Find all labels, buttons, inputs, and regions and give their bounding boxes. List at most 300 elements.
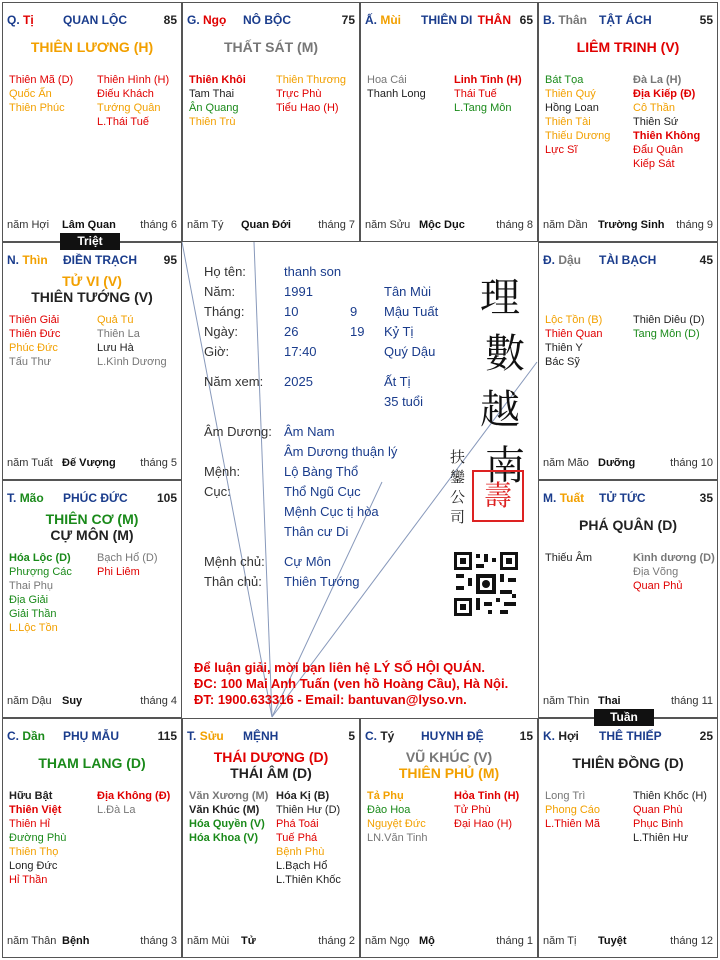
minor-star: L.Lộc Tồn — [9, 622, 58, 634]
palace-header — [7, 491, 177, 507]
info-label: Ngày: — [204, 324, 238, 339]
palace-branch: Thìn — [22, 253, 48, 267]
minor-stars-right — [633, 73, 700, 171]
minor-star: Thiên Việt — [9, 804, 62, 816]
info-value: thanh son — [284, 264, 342, 279]
palace-branch: Tý — [380, 729, 395, 743]
info-value: Âm Nam — [284, 424, 335, 439]
minor-stars-left — [189, 73, 246, 129]
triet-tag: Triệt — [60, 233, 120, 250]
palace-branch: Mùi — [380, 13, 402, 27]
minor-star: LN.Văn Tinh — [367, 832, 428, 844]
palace-footer — [7, 219, 177, 233]
minor-star: Thanh Long — [367, 88, 426, 100]
logo-char: 越 — [480, 387, 520, 433]
minor-star: Kiếp Sát — [633, 158, 675, 170]
palace-number: 85 — [163, 13, 177, 27]
palace-header — [543, 13, 713, 29]
palace-stage: Dưỡng — [598, 457, 636, 469]
minor-star: Bác Sỹ — [545, 356, 580, 368]
info-value: Mệnh Cục tị hòa — [284, 504, 379, 519]
palace-header — [365, 729, 533, 745]
info-label: Năm xem: — [204, 374, 264, 389]
palace-position: C. Dần — [7, 729, 46, 743]
minor-stars-left — [367, 789, 428, 845]
minor-stars-left — [9, 313, 60, 369]
palace-branch: Sửu — [199, 729, 224, 743]
minor-star: Thiên Quan — [545, 328, 603, 340]
minor-star: Thiếu Âm — [545, 552, 593, 564]
minor-star: Phục Binh — [633, 818, 684, 830]
minor-star: Phá Toái — [276, 818, 319, 830]
palace-house: PHỤ MẪU — [63, 729, 119, 743]
minor-star: Địa Không (Đ) — [97, 790, 171, 802]
palace-header — [187, 13, 355, 29]
minor-stars-left — [545, 73, 610, 157]
minor-star: Phi Liêm — [97, 566, 140, 578]
minor-star: Thiên Phúc — [9, 102, 65, 114]
palace-position: Ấ. Mùi — [365, 13, 402, 27]
palace-month: tháng 5 — [140, 457, 177, 469]
minor-star: Thái Tuế — [454, 88, 497, 100]
info-value: 17:40 — [284, 344, 317, 359]
contact-block — [194, 660, 508, 708]
minor-star: Thiên Hỉ — [9, 818, 50, 830]
palace-branch: Thân — [558, 13, 588, 27]
palace-position: Q. Tị — [7, 13, 34, 27]
minor-stars-left — [545, 789, 600, 831]
major-star: THIÊN ĐỒNG (D) — [572, 755, 684, 771]
minor-star: Phong Cáo — [545, 804, 601, 816]
palace-month: tháng 7 — [318, 219, 355, 231]
palace-house: PHÚC ĐỨC — [63, 491, 128, 505]
major-star: THIÊN TƯỚNG (V) — [31, 289, 153, 305]
palace-house: MỆNH — [243, 729, 279, 743]
minor-stars-left — [367, 73, 426, 101]
palace-footer — [365, 935, 533, 949]
minor-star: Đại Hao (H) — [454, 818, 513, 830]
palace-7[interactable] — [2, 480, 182, 718]
minor-star: Thiếu Dương — [545, 130, 611, 142]
minor-star: Trực Phù — [276, 88, 322, 100]
minor-star: Văn Xương (M) — [189, 790, 269, 802]
major-star: VŨ KHÚC (V) — [405, 749, 493, 765]
palace-8[interactable] — [538, 480, 718, 718]
palace-house: THÊ THIẾP — [599, 729, 662, 743]
palace-stage: Đế Vượng — [62, 457, 116, 469]
palace-11[interactable] — [360, 718, 538, 958]
palace-footer — [543, 695, 713, 709]
info-value: 2025 — [284, 374, 313, 389]
info-value: 1991 — [284, 284, 313, 299]
palace-6[interactable] — [538, 242, 718, 480]
minor-star: Thiên Y — [545, 342, 583, 354]
minor-stars-right — [97, 313, 167, 369]
minor-stars-right — [97, 551, 158, 579]
minor-stars-left — [9, 73, 73, 115]
minor-star: Đường Phù — [9, 832, 67, 844]
palace-footer — [7, 695, 177, 709]
minor-stars-left — [189, 789, 268, 845]
minor-star: Hóa Lộc (D) — [9, 552, 71, 564]
palace-branch: Hợi — [558, 729, 579, 743]
minor-star: Hóa Kị (B) — [276, 790, 330, 802]
minor-stars-left — [545, 313, 602, 369]
minor-star: Địa Giải — [9, 594, 49, 606]
palace-month: tháng 12 — [670, 935, 713, 947]
info-label: Thân chủ: — [204, 574, 262, 589]
palace-year: năm Sửu — [365, 219, 411, 231]
palace-position: T. Sửu — [187, 729, 224, 743]
minor-stars-right — [276, 73, 346, 115]
minor-star: Tướng Quân — [97, 102, 161, 114]
palace-stage: Mộc Dục — [419, 219, 465, 231]
seal-char: 鑾 — [450, 468, 466, 486]
info-value: Thân cư Di — [284, 524, 349, 539]
minor-star: Hoa Cái — [367, 74, 407, 86]
palace-10[interactable] — [182, 718, 360, 958]
minor-star: Thiên La — [97, 328, 140, 340]
major-star: PHÁ QUÂN (D) — [579, 517, 677, 533]
minor-star: Thiên Khôi — [189, 74, 246, 86]
minor-star: Tiểu Hao (H) — [276, 102, 339, 114]
info-value: Thiên Tướng — [284, 574, 360, 589]
palace-header — [543, 253, 713, 269]
palace-year: năm Tý — [187, 219, 224, 231]
minor-star: Long Đức — [9, 860, 58, 872]
minor-star: Thiên Hình (H) — [97, 74, 170, 86]
palace-month: tháng 8 — [496, 219, 533, 231]
minor-star: Thai Phụ — [9, 580, 54, 592]
than-marker: THÂN — [477, 13, 511, 27]
palace-footer — [543, 219, 713, 233]
minor-star: Đà La (H) — [633, 74, 682, 86]
minor-star: Hỉ Thần — [9, 874, 48, 886]
palace-header — [365, 13, 533, 29]
palace-12[interactable] — [538, 718, 718, 958]
minor-stars-right — [633, 313, 705, 341]
palace-stage: Lâm Quan — [62, 219, 116, 231]
center-info-panel — [182, 242, 538, 718]
info-canchi: Kỷ Tị — [384, 324, 414, 339]
major-star: THIÊN PHỦ (M) — [398, 765, 500, 781]
palace-year: năm Mão — [543, 457, 589, 469]
contact-line: Để luận giải, mời bạn liên hệ LÝ SỐ HỘI QUÁN. — [194, 660, 485, 675]
minor-star: L.Đà La — [97, 804, 136, 816]
palace-number: 105 — [156, 491, 177, 505]
minor-star: Kình dương (D) — [633, 552, 715, 564]
minor-star: Thiên Mã (D) — [9, 74, 74, 86]
palace-number: 25 — [699, 729, 713, 743]
minor-star: Tam Thai — [189, 88, 235, 100]
minor-star: L.Thiên Hư — [633, 832, 689, 844]
major-star: CỰ MÔN (M) — [50, 527, 134, 543]
palace-year: năm Thìn — [543, 695, 590, 707]
palace-number: 55 — [699, 13, 713, 27]
minor-star: Thiên Quý — [545, 88, 596, 100]
palace-branch: Dậu — [558, 253, 582, 267]
minor-star: Bát Tọa — [545, 74, 584, 86]
palace-footer — [7, 935, 177, 949]
palace-month: tháng 1 — [496, 935, 533, 947]
logo-char: 理 — [480, 275, 520, 321]
info-label: Tháng: — [204, 304, 245, 319]
info-lunar: 9 — [350, 304, 358, 319]
major-star: THÁI DƯƠNG (D) — [213, 749, 329, 765]
minor-star: Linh Tinh (H) — [454, 74, 522, 86]
minor-star: Thiên Hư (D) — [276, 804, 341, 816]
minor-star: L.Bạch Hổ — [276, 860, 328, 872]
palace-branch: Tị — [23, 13, 34, 27]
minor-star: Đẩu Quân — [633, 144, 684, 156]
minor-star: Phúc Đức — [9, 342, 58, 354]
palace-year: năm Dậu — [7, 695, 52, 707]
minor-star: Ân Quang — [189, 102, 239, 114]
minor-star: Thiên Tài — [545, 116, 591, 128]
minor-stars-right — [633, 789, 707, 845]
palace-stage: Quan Đới — [241, 219, 291, 231]
tuan-tag: Tuần — [594, 709, 654, 726]
minor-star: Nguyệt Đức — [367, 818, 426, 830]
info-label: Cục: — [204, 484, 231, 499]
minor-stars-right — [276, 789, 341, 887]
palace-4[interactable] — [538, 2, 718, 242]
palace-house: HUYNH ĐỆ — [421, 729, 484, 743]
minor-star: Thiên Không — [633, 130, 701, 142]
palace-branch: Ngọ — [203, 13, 227, 27]
minor-stars-right — [97, 73, 169, 129]
minor-star: Bệnh Phù — [276, 846, 325, 858]
minor-star: Bạch Hổ (D) — [97, 552, 158, 564]
palace-header — [7, 729, 177, 745]
minor-star: Địa Võng — [633, 566, 679, 578]
palace-year: năm Ngọ — [365, 935, 410, 947]
minor-star: Hóa Quyền (V) — [189, 818, 265, 830]
palace-number: 45 — [699, 253, 713, 267]
palace-position: Đ. Dậu — [543, 253, 582, 267]
minor-star: L.Tang Môn — [454, 102, 512, 114]
palace-stage: Tử — [241, 935, 256, 947]
info-label: Mệnh chủ: — [204, 554, 265, 569]
minor-star: L.Thái Tuế — [97, 116, 149, 128]
minor-star: Đào Hoa — [367, 804, 411, 816]
palace-position: M. Tuất — [543, 491, 585, 505]
palace-house: TÀI BẠCH — [599, 253, 657, 267]
info-canchi: 35 tuổi — [384, 394, 424, 409]
seal-char: 公 — [450, 488, 466, 506]
minor-star: Quốc Ấn — [9, 88, 52, 100]
palace-stage: Bệnh — [62, 935, 90, 947]
minor-star: Tấu Thư — [9, 356, 52, 368]
palace-month: tháng 3 — [140, 935, 177, 947]
minor-star: Phượng Các — [9, 566, 72, 578]
minor-stars-right — [97, 789, 170, 817]
minor-star: Lộc Tồn (B) — [545, 314, 603, 326]
minor-star: Thiên Trù — [189, 116, 236, 128]
logo-char: 南 — [485, 443, 525, 489]
minor-star: Quan Phủ — [633, 580, 683, 592]
minor-star: Quả Tú — [97, 314, 134, 326]
palace-year: năm Tị — [543, 935, 577, 947]
minor-star: Thiên Thương — [276, 74, 347, 86]
info-label: Giờ: — [204, 344, 230, 359]
major-star: THẤT SÁT (M) — [223, 39, 319, 55]
info-value: 26 — [284, 324, 299, 339]
minor-star: Văn Khúc (M) — [189, 804, 260, 816]
palace-month: tháng 6 — [140, 219, 177, 231]
palace-9[interactable] — [2, 718, 182, 958]
palace-month: tháng 11 — [670, 695, 713, 707]
palace-number: 35 — [699, 491, 713, 505]
info-value: Thổ Ngũ Cục — [284, 484, 361, 499]
major-star: LIÊM TRINH (V) — [576, 39, 680, 55]
minor-star: Điếu Khách — [97, 88, 154, 100]
minor-star: Hồng Loan — [545, 102, 599, 114]
minor-star: Quan Phù — [633, 804, 683, 816]
seal-char: 扶 — [450, 448, 466, 466]
major-star: THIÊN CƠ (M) — [45, 511, 139, 527]
palace-footer — [187, 935, 355, 949]
red-seal: 壽 — [472, 470, 524, 522]
contact-phone-email[interactable]: ĐT: 1900.633316 - Email: bantuvan@lyso.vn. — [194, 692, 467, 707]
info-canchi: Quý Dậu — [384, 344, 436, 359]
minor-star: Hóa Khoa (V) — [189, 832, 259, 844]
contact-address: ĐC: 100 Mai Anh Tuấn (ven hồ Hoàng Cầu), Hà Nội. — [194, 676, 509, 691]
minor-star: Tuế Phá — [276, 832, 318, 844]
palace-number: 65 — [519, 13, 533, 27]
palace-house: TỬ TỨC — [599, 491, 646, 505]
palace-number: 115 — [157, 729, 177, 743]
minor-star: Thiên Giải — [9, 314, 60, 326]
minor-star: Thiên Diêu (D) — [633, 314, 705, 326]
info-label: Năm: — [204, 284, 236, 299]
palace-year: năm Dần — [543, 219, 588, 231]
palace-year: năm Tuất — [7, 457, 53, 469]
palace-position: G. Ngọ — [187, 13, 227, 27]
palace-number: 95 — [163, 253, 177, 267]
palace-stage: Tuyệt — [598, 935, 627, 947]
minor-stars-right — [633, 551, 715, 593]
palace-footer — [187, 219, 355, 233]
major-star: THIÊN LƯƠNG (H) — [30, 39, 154, 55]
minor-star: Tang Môn (D) — [633, 328, 700, 340]
minor-star: L.Thiên Mã — [545, 818, 601, 830]
palace-branch: Mão — [19, 491, 44, 505]
palace-month: tháng 2 — [318, 935, 355, 947]
palace-house: NÔ BỘC — [243, 13, 291, 27]
palace-3[interactable] — [360, 2, 538, 242]
palace-header — [543, 491, 713, 507]
logo-char: 數 — [485, 331, 525, 377]
palace-footer — [365, 219, 533, 233]
minor-stars-left — [545, 551, 592, 565]
palace-stage: Suy — [62, 695, 83, 707]
palace-header — [7, 253, 177, 269]
seal-small — [450, 447, 468, 527]
palace-position: N. Thìn — [7, 253, 48, 267]
palace-footer — [7, 457, 177, 471]
palace-year: năm Hợi — [7, 219, 50, 231]
palace-number: 5 — [348, 729, 355, 743]
palace-position: B. Thân — [543, 13, 588, 27]
info-canchi: Tân Mùi — [384, 284, 431, 299]
minor-star: L.Thiên Khốc — [276, 874, 341, 886]
info-label: Mệnh: — [204, 464, 241, 479]
qr-code[interactable] — [452, 550, 520, 618]
seal-char: 司 — [450, 508, 466, 526]
minor-star: Cô Thần — [633, 102, 675, 114]
palace-header — [187, 729, 355, 745]
minor-star: Tả Phụ — [367, 790, 404, 802]
info-value: 10 — [284, 304, 299, 319]
palace-month: tháng 4 — [140, 695, 177, 707]
logo — [470, 270, 530, 494]
palace-branch: Dần — [22, 729, 46, 743]
palace-2[interactable] — [182, 2, 360, 242]
palace-footer — [543, 457, 713, 471]
info-lunar: 19 — [350, 324, 365, 339]
palace-number: 15 — [519, 729, 533, 743]
minor-star: Thiên Sứ — [633, 116, 679, 128]
minor-star: Lưu Hà — [97, 342, 134, 354]
palace-house: QUAN LỘC — [63, 13, 127, 27]
palace-stage: Trường Sinh — [598, 219, 665, 231]
palace-header — [7, 13, 177, 29]
major-star: TỬ VI (V) — [62, 273, 122, 289]
palace-5[interactable] — [2, 242, 182, 480]
palace-header — [543, 729, 713, 745]
minor-star: Lực Sĩ — [545, 144, 578, 156]
major-star: THÁI ÂM (D) — [230, 765, 312, 781]
minor-star: Giải Thần — [9, 608, 57, 620]
info-value: Âm Dương thuận lý — [284, 444, 398, 459]
palace-house: TẬT ÁCH — [599, 13, 652, 27]
minor-star: Địa Kiếp (Đ) — [633, 88, 696, 100]
palace-1[interactable] — [2, 2, 182, 242]
info-label: Âm Dương: — [204, 424, 272, 439]
palace-house: ĐIỀN TRẠCH — [63, 253, 137, 267]
minor-star: Hỏa Tinh (H) — [454, 790, 520, 802]
info-canchi: Mậu Tuất — [384, 304, 439, 319]
minor-stars-left — [9, 551, 72, 635]
minor-star: Thiên Thọ — [9, 846, 59, 858]
palace-stage: Mộ — [419, 935, 435, 947]
palace-position: T. Mão — [7, 491, 44, 505]
minor-stars-right — [454, 73, 522, 115]
minor-star: Tử Phù — [454, 804, 491, 816]
palace-branch: Tuất — [559, 491, 585, 505]
palace-year: năm Thân — [7, 935, 57, 947]
palace-position: K. Hợi — [543, 729, 579, 743]
info-canchi: Ất Tị — [384, 374, 411, 389]
info-value: Lộ Bàng Thổ — [284, 464, 359, 479]
palace-month: tháng 9 — [676, 219, 713, 231]
palace-footer — [543, 935, 713, 949]
minor-star: L.Kình Dương — [97, 356, 167, 368]
minor-stars-right — [454, 789, 519, 831]
info-label: Họ tên: — [204, 264, 246, 279]
major-star: THAM LANG (D) — [38, 755, 146, 771]
palace-year: năm Mùi — [187, 935, 230, 947]
minor-star: Thiên Khốc (H) — [633, 790, 707, 802]
palace-house: THIÊN DI — [421, 13, 473, 27]
minor-stars-left — [9, 789, 66, 887]
palace-number: 75 — [341, 13, 355, 27]
palace-position: C. Tý — [365, 729, 395, 743]
palace-month: tháng 10 — [670, 457, 713, 469]
info-value: Cự Môn — [284, 554, 331, 569]
minor-star: Thiên Đức — [9, 328, 61, 340]
